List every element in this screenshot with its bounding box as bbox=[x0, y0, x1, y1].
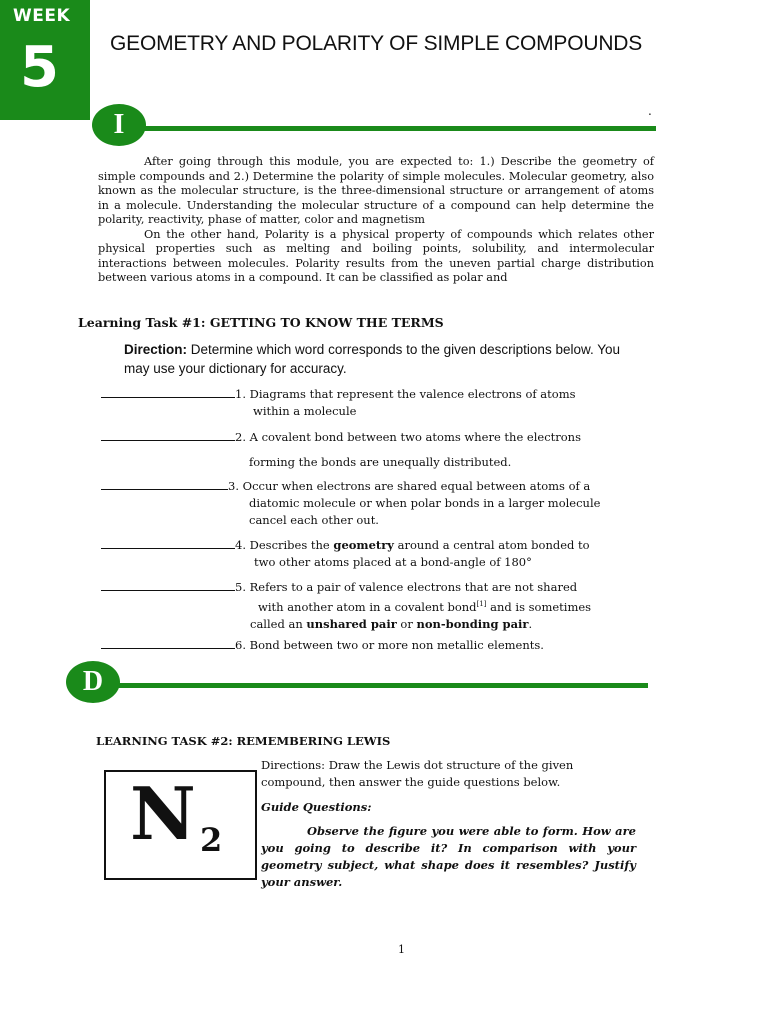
item-number: 6. bbox=[235, 638, 246, 652]
item-bold-term: geometry bbox=[333, 538, 394, 552]
item-number: 4. bbox=[235, 538, 246, 552]
item-text: A covalent bond between two atoms where the electrons bbox=[245, 430, 581, 444]
item-text-line2: forming the bonds are unequally distributed. bbox=[249, 455, 512, 469]
formula-symbol: N bbox=[130, 771, 194, 856]
answer-blank-4[interactable] bbox=[101, 537, 235, 549]
intro-paragraph-1: After going through this module, you are expected to: 1.) Describe the geometry of simple compounds and 2.) Determine the polarity of simple molecules. Molecular geometry, also known as the molecular structure, is the three-dimensional structure or arrangement of atoms in a molecule. Understanding the molecular structure of a compound can help determine the polarity, reactivity, phase of matter, color and magnetism bbox=[98, 155, 654, 226]
direction-label: Direction: bbox=[124, 342, 188, 357]
item-number: 5. bbox=[235, 580, 246, 594]
section-i-letter: I bbox=[113, 109, 125, 140]
item-text-line2 bbox=[101, 596, 641, 616]
week-number: 5 bbox=[20, 35, 59, 100]
section-i-badge bbox=[92, 104, 146, 146]
task2-title: LEARNING TASK #2: REMEMBERING LEWIS bbox=[96, 734, 391, 748]
formula-subscript: 2 bbox=[200, 821, 223, 859]
task1-direction bbox=[124, 340, 644, 378]
section-i-rule bbox=[120, 126, 656, 131]
week-label: WEEK bbox=[13, 6, 71, 26]
item-text: Describes the bbox=[245, 538, 334, 552]
section-d-badge bbox=[66, 661, 120, 703]
page-number: 1 bbox=[398, 943, 405, 956]
item-text: around a central atom bonded to bbox=[393, 538, 590, 552]
item-bold-term: unshared pair bbox=[306, 616, 397, 631]
n2-formula-box bbox=[104, 770, 257, 880]
item-text: . bbox=[528, 616, 533, 631]
item-number: 3. bbox=[228, 479, 239, 493]
intro-paragraph-2: On the other hand, Polarity is a physical property of compounds which relates other physical properties such as melting and boiling points, solubility, and intermolecular interactions between molecules. Polarity results from the uneven partial charge distribution between various atoms in a compound. It can be classified as polar and bbox=[98, 227, 654, 284]
item-text: and is sometimes bbox=[486, 599, 592, 614]
task2-directions: Directions: Draw the Lewis dot structure of the given compound, then answer the guide questions below. bbox=[261, 758, 574, 789]
task1-item-4 bbox=[101, 537, 641, 571]
guide-question: Observe the figure you were able to form. How are you going to describe it? In comparison with your geometry subject, what shape does it resembles? Justify your answer. bbox=[261, 824, 636, 889]
item-text: Bond between two or more non metallic elements. bbox=[245, 638, 544, 652]
item-text: or bbox=[396, 616, 417, 631]
task1-item-2 bbox=[101, 429, 641, 471]
item-text: with another atom in a covalent bond bbox=[258, 599, 477, 614]
item-text-line3 bbox=[101, 616, 641, 633]
item-text: called an bbox=[250, 616, 307, 631]
item-text-line2: within a molecule bbox=[253, 404, 357, 418]
item-text-line2: two other atoms placed at a bond-angle of 180° bbox=[254, 555, 532, 569]
week-badge bbox=[0, 0, 90, 120]
task1-title: Learning Task #1: GETTING TO KNOW THE TERMS bbox=[78, 315, 444, 330]
stray-dot: . bbox=[648, 104, 652, 118]
item-text: Diagrams that represent the valence electrons of atoms bbox=[245, 387, 576, 401]
task1-item-6 bbox=[101, 637, 641, 654]
item-text: Occur when electrons are shared equal between atoms of a bbox=[238, 479, 591, 493]
item-number: 2. bbox=[235, 430, 246, 444]
item-bold-term: non-bonding pair bbox=[416, 616, 529, 631]
task1-item-5 bbox=[101, 579, 641, 633]
answer-blank-2[interactable] bbox=[101, 429, 235, 441]
answer-blank-1[interactable] bbox=[101, 386, 235, 398]
footnote-ref[interactable]: [1] bbox=[476, 600, 487, 608]
item-number: 1. bbox=[235, 387, 246, 401]
answer-blank-3[interactable] bbox=[101, 478, 228, 490]
task1-item-1 bbox=[101, 386, 641, 420]
answer-blank-6[interactable] bbox=[101, 637, 235, 649]
item-text-line2: diatomic molecule or when polar bonds in a larger molecule bbox=[249, 496, 601, 510]
direction-text: Determine which word corresponds to the given descriptions below. You may use your dictionary for accuracy. bbox=[124, 342, 621, 376]
guide-questions-label: Guide Questions: bbox=[261, 800, 372, 814]
task1-item-3 bbox=[101, 478, 641, 529]
section-d-letter: D bbox=[82, 666, 104, 697]
item-text-line3: cancel each other out. bbox=[249, 513, 379, 527]
section-d-rule bbox=[94, 683, 648, 688]
item-text: Refers to a pair of valence electrons that are not shared bbox=[245, 580, 578, 594]
intro-text bbox=[98, 155, 654, 286]
answer-blank-5[interactable] bbox=[101, 579, 235, 591]
page-title: GEOMETRY AND POLARITY OF SIMPLE COMPOUNDS bbox=[110, 32, 643, 55]
